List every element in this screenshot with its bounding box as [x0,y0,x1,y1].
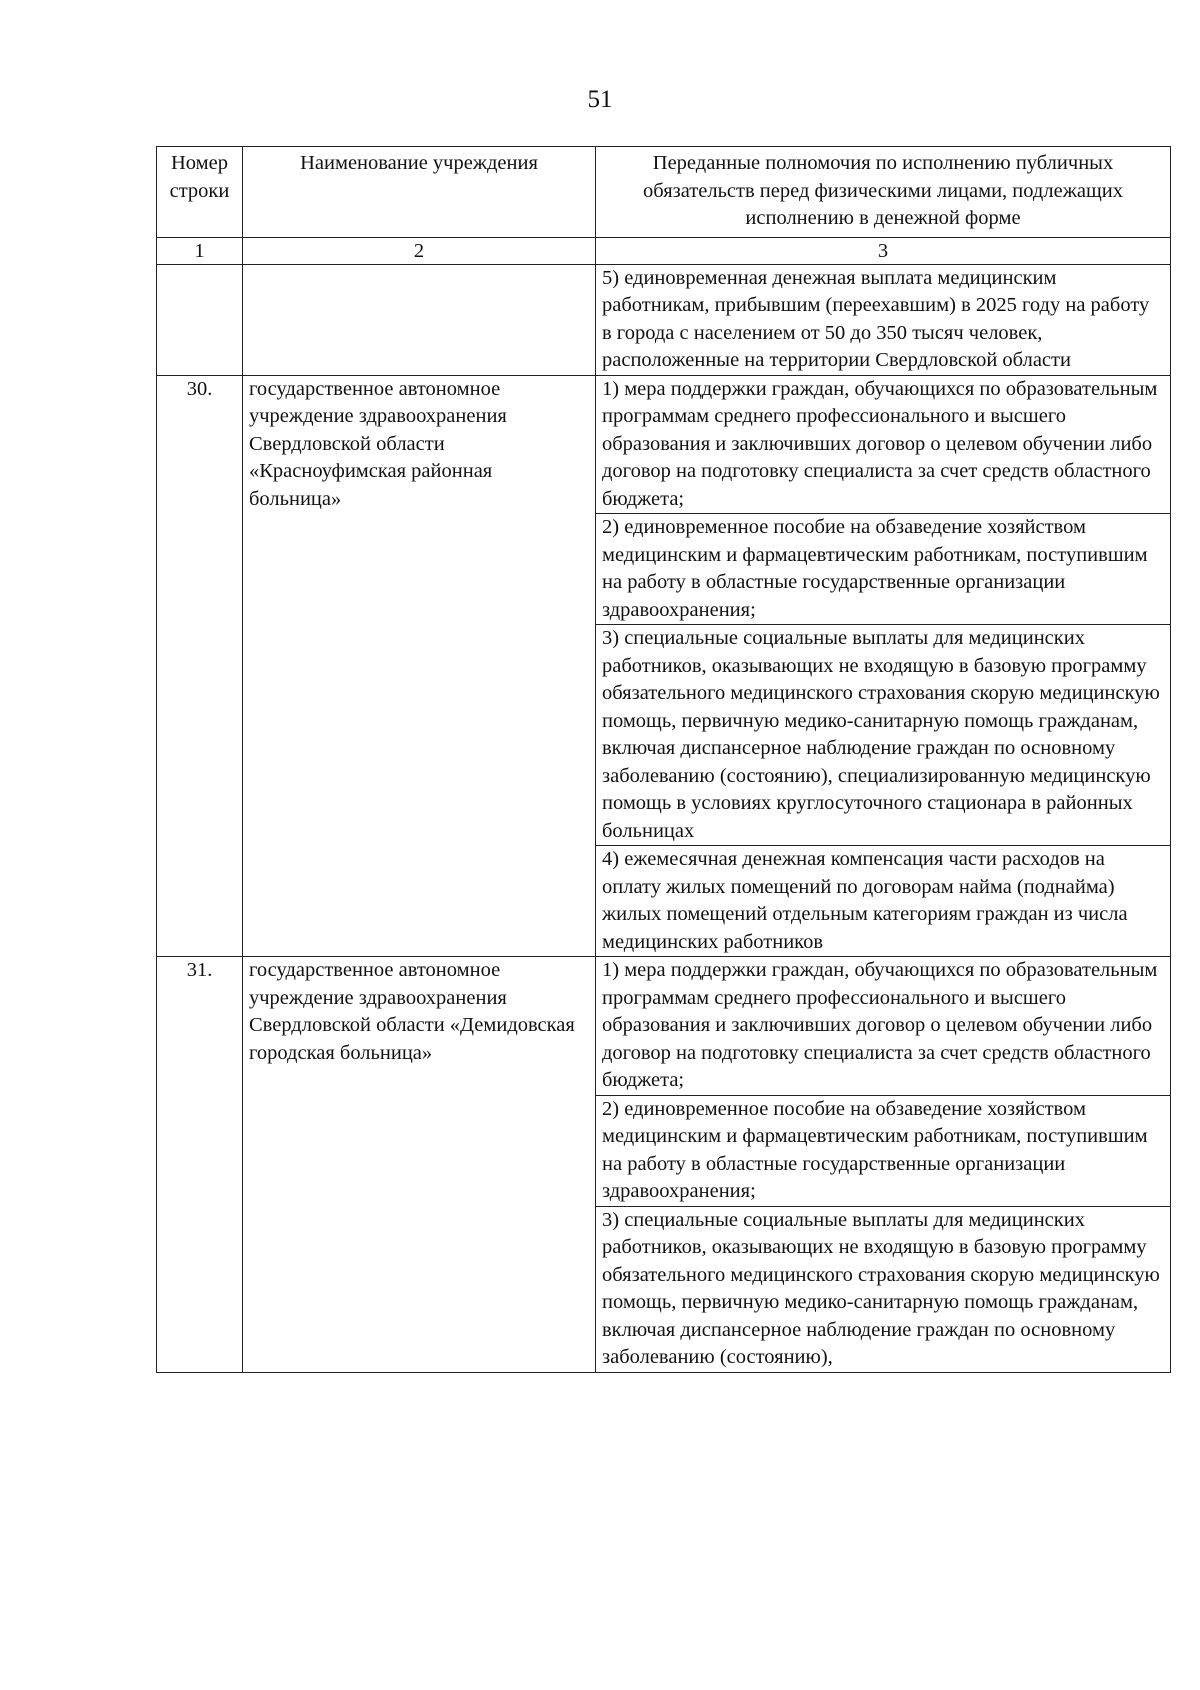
header-institution-name: Наименование учреждения [243,147,596,238]
authority-item: 2) единовременное пособие на обзаведение хозяйством медицинским и фармацевтическим работникам, поступившим на работу в областные государственные организации здравоохранения; [596,1095,1171,1206]
institution-name: государственное автономное учреждение здравоохранения Свердловской области «Красноуфимская районная больница» [243,375,596,957]
row-number: 30. [157,375,243,957]
column-index-3: 3 [596,237,1171,264]
table-row [157,264,1171,375]
authority-item: 1) мера поддержки граждан, обучающихся по образовательным программам среднего профессионального и высшего образования и заключивших договор о целевом обучении либо договор на подготовку специалиста за счет средств областного бюджета; [596,375,1171,514]
authority-item: 1) мера поддержки граждан, обучающихся по образовательным программам среднего профессионального и высшего образования и заключивших договор о целевом обучении либо договор на подготовку специалиста за счет средств областного бюджета; [596,957,1171,1096]
header-authorities: Переданные полномочия по исполнению публичных обязательств перед физическими лицами, подлежащих исполнению в денежной форме [596,147,1171,238]
header-row-number: Номер строки [157,147,243,238]
column-index-row [157,237,1171,264]
authority-item: 4) ежемесячная денежная компенсация части расходов на оплату жилых помещений по договорам найма (поднайма) жилых помещений отдельным категориям граждан из числа медицинских работников [596,846,1171,957]
authority-item: 5) единовременная денежная выплата медицинским работникам, прибывшим (переехавшим) в 2025 году на работу в города с населением от 50 до 350 тысяч человек, расположенные на территории Свердловской области [596,264,1171,375]
header-row [157,147,1171,238]
authority-item: 3) специальные социальные выплаты для медицинских работников, оказывающих не входящую в базовую программу обязательного медицинского страхования скорую медицинскую помощь, первичную медико-санитарную помощь гражданам, включая диспансерное наблюдение граждан по основному заболеванию (состоянию), специализированную медицинскую помощь в условиях круглосуточного стационара в районных больницах [596,625,1171,846]
table-row [157,957,1171,1096]
table-row [157,375,1171,514]
institution-name: государственное автономное учреждение здравоохранения Свердловской области «Демидовская городская больница» [243,957,596,1373]
page-number: 51 [587,86,613,113]
row-number-empty [157,264,243,375]
authority-item: 3) специальные социальные выплаты для медицинских работников, оказывающих не входящую в базовую программу обязательного медицинского страхования скорую медицинскую помощь, первичную медико-санитарную помощь гражданам, включая диспансерное наблюдение граждан по основному заболеванию (состоянию), [596,1206,1171,1372]
institution-name-empty [243,264,596,375]
authority-item: 2) единовременное пособие на обзаведение хозяйством медицинским и фармацевтическим работникам, поступившим на работу в областные государственные организации здравоохранения; [596,514,1171,625]
row-number: 31. [157,957,243,1373]
column-index-2: 2 [243,237,596,264]
column-index-1: 1 [157,237,243,264]
authorities-table [156,146,1171,1373]
